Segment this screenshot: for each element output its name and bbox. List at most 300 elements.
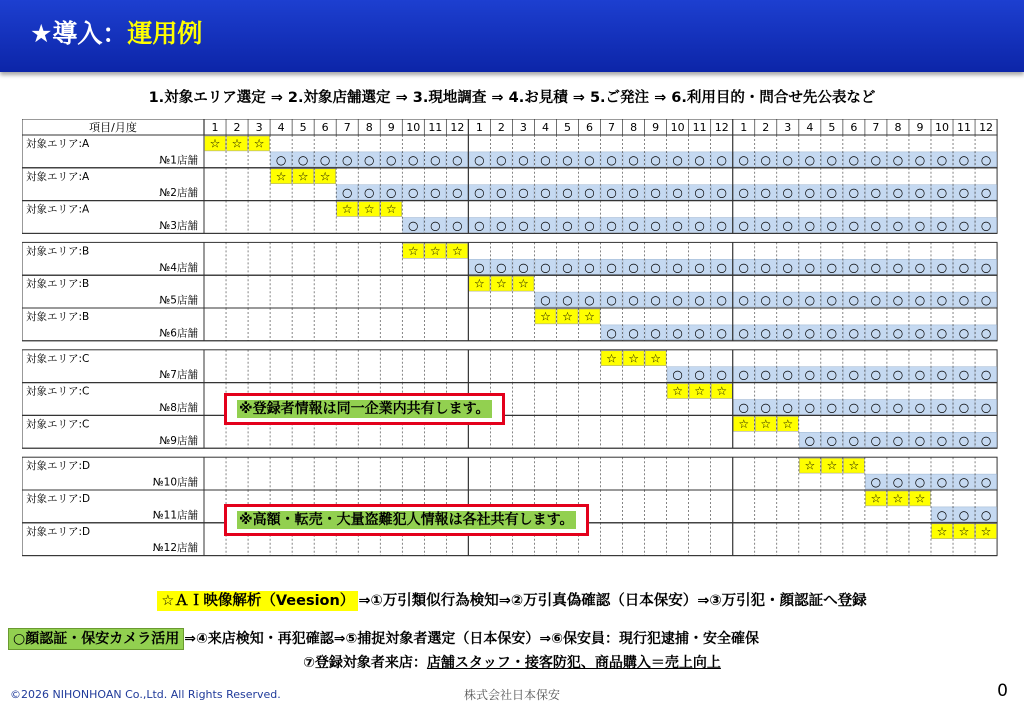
circle-icon: ○ [628, 293, 639, 308]
page-number: 0 [997, 681, 1008, 701]
circle-icon: ○ [958, 325, 970, 340]
circle-icon: ○ [738, 367, 749, 382]
month-label: 1 [475, 121, 483, 134]
circle-icon: ○ [716, 152, 727, 167]
month-label: 7 [343, 121, 351, 134]
circle-icon: ○ [363, 185, 375, 200]
registrant-visit-flow: ⑦登録対象者来店：店舗スタッフ・接客防犯、商品購入＝売上向上 [303, 655, 721, 671]
circle-icon: ○ [914, 400, 926, 415]
circle-icon: ○ [848, 260, 860, 275]
month-label: 9 [916, 121, 924, 134]
circle-icon: ○ [760, 218, 772, 233]
star-icon: ☆ [562, 309, 573, 324]
circle-icon: ○ [650, 325, 661, 340]
circle-icon: ○ [496, 218, 507, 233]
circle-icon: ○ [848, 367, 860, 382]
month-label: 10 [670, 121, 685, 134]
circle-icon: ○ [650, 293, 661, 308]
circle-icon: ○ [914, 325, 926, 340]
face-recognition-flow: ○顔認証・保安カメラ活用 ⇒④来店検知・再犯確認⇒⑤捕捉対象者選定（日本保安）⇒⑥保安員：現行犯逮捕・安全確保 [8, 628, 759, 648]
circle-icon: ○ [826, 400, 838, 415]
circle-icon: ○ [980, 367, 992, 382]
month-label: 4 [806, 121, 814, 134]
month-label: 8 [630, 121, 638, 134]
circle-icon: ○ [826, 325, 838, 340]
circle-icon: ○ [782, 293, 794, 308]
circle-icon: ○ [452, 185, 463, 200]
star-icon: ☆ [892, 491, 904, 506]
circle-icon: ○ [408, 218, 419, 233]
circle-icon: ○ [738, 218, 749, 233]
circle-icon: ○ [518, 260, 529, 275]
circle-icon: ○ [782, 185, 794, 200]
circle-icon: ○ [628, 260, 639, 275]
star-icon: ☆ [341, 202, 353, 217]
circle-icon: ○ [980, 507, 992, 522]
month-label: 11 [428, 121, 443, 134]
circle-icon: ○ [914, 185, 926, 200]
month-label: 5 [563, 121, 571, 134]
circle-icon: ○ [892, 433, 904, 448]
circle-icon: ○ [958, 433, 970, 448]
circle-icon: ○ [738, 400, 749, 415]
circle-icon: ○ [870, 475, 882, 490]
circle-icon: ○ [518, 152, 529, 167]
circle-icon: ○ [540, 185, 551, 200]
circle-icon: ○ [628, 185, 639, 200]
circle-icon: ○ [474, 185, 485, 200]
area-label: 対象エリア:B [26, 278, 90, 291]
circle-icon: ○ [474, 260, 485, 275]
month-label: 4 [541, 121, 549, 134]
month-label: 11 [692, 121, 707, 134]
circle-icon: ○ [914, 367, 926, 382]
company-name: 株式会社日本保安 [463, 688, 560, 702]
circle-icon: ○ [474, 152, 485, 167]
star-icon: ☆ [914, 491, 926, 506]
introduction-flow: 1.対象エリア選定 ⇒ 2.対象店舗選定 ⇒ 3.現地調査 ⇒ 4.お見積 ⇒ 5.ご発注 ⇒ 6.利用目的・問合せ先公表など [148, 90, 876, 106]
circle-icon: ○ [606, 260, 617, 275]
star-icon: ☆ [518, 276, 529, 291]
store-label: №11店舗 [152, 509, 198, 522]
circle-icon: ○ [760, 152, 772, 167]
circle-icon: ○ [826, 152, 838, 167]
circle-icon: ○ [694, 367, 705, 382]
star-icon: ☆ [209, 136, 221, 151]
circle-icon: ○ [386, 185, 397, 200]
circle-icon: ○ [760, 367, 772, 382]
circle-icon: ○ [892, 152, 904, 167]
circle-icon: ○ [694, 260, 705, 275]
star-icon: ☆ [451, 243, 463, 258]
circle-icon: ○ [848, 293, 860, 308]
circle-icon: ○ [980, 152, 992, 167]
circle-icon: ○ [936, 293, 948, 308]
star-icon: ☆ [606, 351, 617, 366]
store-label: №2店舗 [159, 187, 198, 200]
circle-icon: ○ [341, 152, 353, 167]
ai-analysis-label: ☆ＡＩ映像解析（Veesion） [157, 591, 358, 611]
star-icon: ☆ [650, 351, 661, 366]
star-icon: ☆ [363, 202, 375, 217]
circle-icon: ○ [430, 152, 441, 167]
circle-icon: ○ [672, 293, 683, 308]
star-icon: ☆ [980, 524, 992, 539]
circle-icon: ○ [892, 218, 904, 233]
month-label: 2 [497, 121, 505, 134]
circle-icon: ○ [870, 260, 882, 275]
copyright: ©2026 NIHONHOAN Co.,Ltd. All Rights Reserved. [10, 688, 281, 701]
star-icon: ☆ [584, 309, 595, 324]
area-label: 対象エリア:A [26, 138, 90, 150]
star-icon: ☆ [385, 202, 397, 217]
circle-icon: ○ [760, 185, 772, 200]
circle-icon: ○ [892, 185, 904, 200]
month-label: 1 [740, 121, 748, 134]
circle-icon: ○ [562, 218, 573, 233]
circle-icon: ○ [628, 218, 639, 233]
circle-icon: ○ [936, 433, 948, 448]
star-icon: ☆ [253, 136, 265, 151]
circle-icon: ○ [936, 325, 948, 340]
month-label: 3 [784, 121, 792, 134]
circle-icon: ○ [870, 152, 882, 167]
circle-icon: ○ [694, 185, 705, 200]
month-label: 2 [233, 121, 241, 134]
circle-icon: ○ [958, 400, 970, 415]
circle-icon: ○ [760, 325, 772, 340]
month-label: 12 [714, 121, 729, 134]
circle-icon: ○ [584, 260, 595, 275]
circle-icon: ○ [870, 433, 882, 448]
month-label: 6 [321, 121, 329, 134]
circle-icon: ○ [870, 367, 882, 382]
circle-icon: ○ [936, 400, 948, 415]
circle-icon: ○ [804, 260, 816, 275]
circle-icon: ○ [430, 218, 441, 233]
store-label: №6店舗 [159, 327, 198, 340]
star-icon: ☆ [804, 458, 816, 473]
circle-icon: ○ [584, 185, 595, 200]
circle-icon: ○ [518, 218, 529, 233]
month-label: 7 [608, 121, 616, 134]
circle-icon: ○ [826, 293, 838, 308]
month-label: 4 [277, 121, 285, 134]
circle-icon: ○ [936, 475, 948, 490]
circle-icon: ○ [716, 367, 727, 382]
circle-icon: ○ [870, 293, 882, 308]
area-label: 対象エリア:A [26, 170, 90, 183]
circle-icon: ○ [540, 293, 551, 308]
circle-icon: ○ [958, 507, 970, 522]
circle-icon: ○ [650, 152, 661, 167]
circle-icon: ○ [694, 325, 705, 340]
circle-icon: ○ [782, 218, 794, 233]
area-label: 対象エリア:D [26, 493, 91, 505]
area-label: 対象エリア:C [26, 418, 90, 431]
circle-icon: ○ [848, 400, 860, 415]
star-icon: ☆ [958, 524, 970, 539]
circle-icon: ○ [628, 152, 639, 167]
star-icon: ☆ [716, 384, 728, 399]
circle-icon: ○ [914, 218, 926, 233]
circle-icon: ○ [980, 293, 992, 308]
circle-icon: ○ [980, 325, 992, 340]
circle-icon: ○ [672, 367, 683, 382]
circle-icon: ○ [672, 260, 683, 275]
store-label: №1店舗 [159, 154, 198, 167]
title-bar [0, 0, 1024, 72]
month-label: 9 [652, 121, 660, 134]
circle-icon: ○ [826, 218, 838, 233]
circle-icon: ○ [738, 325, 749, 340]
face-recognition-label: ○顔認証・保安カメラ活用 [8, 628, 184, 650]
circle-icon: ○ [914, 433, 926, 448]
circle-icon: ○ [297, 152, 309, 167]
star-icon: ☆ [760, 416, 772, 431]
month-label: 12 [979, 121, 994, 134]
schedule-header-label: 項目/月度 [89, 121, 137, 134]
circle-icon: ○ [914, 475, 926, 490]
circle-icon: ○ [804, 400, 816, 415]
circle-icon: ○ [848, 218, 860, 233]
area-label: 対象エリア:C [26, 352, 90, 365]
circle-icon: ○ [606, 185, 617, 200]
circle-icon: ○ [826, 185, 838, 200]
circle-icon: ○ [760, 293, 772, 308]
circle-icon: ○ [980, 433, 992, 448]
circle-icon: ○ [958, 185, 970, 200]
star-icon: ☆ [429, 243, 441, 258]
circle-icon: ○ [804, 152, 816, 167]
circle-icon: ○ [672, 185, 683, 200]
store-label: №3店舗 [159, 220, 198, 232]
store-label: №5店舗 [159, 294, 198, 307]
star-icon: ☆ [628, 351, 639, 366]
note-shared-thieves: ※高額・転売・大量盗難犯人情報は各社共有します。 [224, 504, 589, 536]
circle-icon: ○ [936, 507, 948, 522]
area-label: 対象エリア:A [26, 203, 90, 216]
circle-icon: ○ [826, 367, 838, 382]
circle-icon: ○ [892, 475, 904, 490]
star-icon: ☆ [782, 416, 794, 431]
circle-icon: ○ [804, 218, 816, 233]
month-label: 5 [299, 121, 307, 134]
circle-icon: ○ [716, 185, 727, 200]
star-icon: ☆ [319, 169, 331, 184]
area-label: 対象エリア:D [26, 525, 91, 538]
circle-icon: ○ [980, 218, 992, 233]
circle-icon: ○ [892, 367, 904, 382]
circle-icon: ○ [892, 260, 904, 275]
circle-icon: ○ [870, 185, 882, 200]
star-icon: ☆ [407, 243, 419, 258]
circle-icon: ○ [958, 293, 970, 308]
circle-icon: ○ [562, 185, 573, 200]
circle-icon: ○ [826, 433, 838, 448]
circle-icon: ○ [782, 260, 794, 275]
store-label: №10店舗 [152, 476, 198, 489]
circle-icon: ○ [980, 475, 992, 490]
circle-icon: ○ [694, 152, 705, 167]
store-label: №4店舗 [159, 261, 198, 274]
circle-icon: ○ [936, 218, 948, 233]
star-icon: ☆ [473, 276, 485, 291]
month-label: 8 [365, 121, 373, 134]
circle-icon: ○ [980, 400, 992, 415]
circle-icon: ○ [275, 152, 287, 167]
circle-icon: ○ [518, 185, 529, 200]
circle-icon: ○ [804, 433, 816, 448]
month-label: 11 [957, 121, 972, 134]
circle-icon: ○ [452, 152, 463, 167]
circle-icon: ○ [716, 293, 727, 308]
circle-icon: ○ [936, 152, 948, 167]
star-icon: ☆ [738, 416, 750, 431]
circle-icon: ○ [562, 293, 573, 308]
circle-icon: ○ [804, 325, 816, 340]
circle-icon: ○ [341, 185, 353, 200]
star-icon: ☆ [297, 169, 309, 184]
circle-icon: ○ [562, 152, 573, 167]
circle-icon: ○ [672, 325, 683, 340]
circle-icon: ○ [804, 367, 816, 382]
circle-icon: ○ [540, 218, 551, 233]
area-label: 対象エリア:B [26, 311, 90, 323]
month-label: 6 [850, 121, 858, 134]
star-icon: ☆ [826, 458, 838, 473]
circle-icon: ○ [694, 218, 705, 233]
circle-icon: ○ [892, 293, 904, 308]
circle-icon: ○ [430, 185, 441, 200]
circle-icon: ○ [936, 260, 948, 275]
circle-icon: ○ [782, 152, 794, 167]
star-icon: ☆ [870, 491, 882, 506]
circle-icon: ○ [782, 325, 794, 340]
circle-icon: ○ [848, 433, 860, 448]
circle-icon: ○ [782, 400, 794, 415]
circle-icon: ○ [848, 152, 860, 167]
area-label: 対象エリア:B [26, 245, 90, 258]
month-label: 10 [935, 121, 950, 134]
circle-icon: ○ [936, 185, 948, 200]
ai-analysis-flow: ☆ＡＩ映像解析（Veesion） ⇒①万引類似行為検知⇒②万引真偽確認（日本保安）⇒③万引犯・顔認証へ登録 [0, 589, 1024, 610]
note-shared-registrants: ※登録者情報は同一企業内共有します。 [224, 393, 505, 425]
circle-icon: ○ [606, 325, 617, 340]
circle-icon: ○ [584, 152, 595, 167]
circle-icon: ○ [319, 152, 331, 167]
circle-icon: ○ [870, 218, 882, 233]
star-icon: ☆ [540, 309, 551, 324]
month-label: 2 [762, 121, 770, 134]
circle-icon: ○ [584, 293, 595, 308]
star-icon: ☆ [672, 384, 684, 399]
circle-icon: ○ [694, 293, 705, 308]
circle-icon: ○ [452, 218, 463, 233]
circle-icon: ○ [672, 152, 683, 167]
month-label: 9 [387, 121, 395, 134]
circle-icon: ○ [936, 367, 948, 382]
circle-icon: ○ [804, 185, 816, 200]
circle-icon: ○ [760, 260, 772, 275]
circle-icon: ○ [540, 152, 551, 167]
month-label: 3 [255, 121, 263, 134]
circle-icon: ○ [980, 185, 992, 200]
circle-icon: ○ [496, 152, 507, 167]
circle-icon: ○ [826, 260, 838, 275]
circle-icon: ○ [980, 260, 992, 275]
month-label: 7 [872, 121, 880, 134]
circle-icon: ○ [562, 260, 573, 275]
star-icon: ☆ [496, 276, 507, 291]
page-title-highlight: 運用例 [127, 19, 203, 48]
circle-icon: ○ [804, 293, 816, 308]
circle-icon: ○ [716, 260, 727, 275]
circle-icon: ○ [672, 218, 683, 233]
circle-icon: ○ [474, 218, 485, 233]
store-label: №8店舗 [159, 402, 198, 414]
circle-icon: ○ [738, 260, 749, 275]
month-label: 8 [894, 121, 902, 134]
circle-icon: ○ [914, 293, 926, 308]
month-label: 10 [406, 121, 421, 134]
month-label: 1 [211, 121, 219, 134]
circle-icon: ○ [870, 400, 882, 415]
circle-icon: ○ [496, 260, 507, 275]
circle-icon: ○ [914, 260, 926, 275]
circle-icon: ○ [716, 218, 727, 233]
store-label: №7店舗 [159, 369, 198, 382]
circle-icon: ○ [650, 185, 661, 200]
star-icon: ☆ [231, 136, 243, 151]
star-icon: ☆ [694, 384, 706, 399]
circle-icon: ○ [628, 325, 639, 340]
circle-icon: ○ [958, 218, 970, 233]
month-label: 5 [828, 121, 836, 134]
star-icon: ☆ [936, 524, 948, 539]
store-label: №9店舗 [159, 434, 198, 447]
area-label: 対象エリア:D [26, 460, 91, 473]
circle-icon: ○ [363, 152, 375, 167]
circle-icon: ○ [892, 400, 904, 415]
circle-icon: ○ [738, 152, 749, 167]
page-title: ★導入：運用例 [30, 19, 203, 48]
circle-icon: ○ [408, 152, 419, 167]
circle-icon: ○ [408, 185, 419, 200]
circle-icon: ○ [914, 152, 926, 167]
month-label: 6 [586, 121, 594, 134]
circle-icon: ○ [848, 185, 860, 200]
circle-icon: ○ [870, 325, 882, 340]
circle-icon: ○ [782, 367, 794, 382]
circle-icon: ○ [958, 475, 970, 490]
area-label: 対象エリア:C [26, 385, 90, 398]
circle-icon: ○ [606, 293, 617, 308]
circle-icon: ○ [650, 218, 661, 233]
circle-icon: ○ [738, 185, 749, 200]
month-label: 3 [519, 121, 527, 134]
circle-icon: ○ [848, 325, 860, 340]
circle-icon: ○ [892, 325, 904, 340]
star-icon: ☆ [848, 458, 860, 473]
circle-icon: ○ [738, 293, 749, 308]
circle-icon: ○ [606, 152, 617, 167]
star-icon: ☆ [275, 169, 287, 184]
circle-icon: ○ [650, 260, 661, 275]
circle-icon: ○ [958, 367, 970, 382]
month-label: 12 [450, 121, 465, 134]
circle-icon: ○ [540, 260, 551, 275]
